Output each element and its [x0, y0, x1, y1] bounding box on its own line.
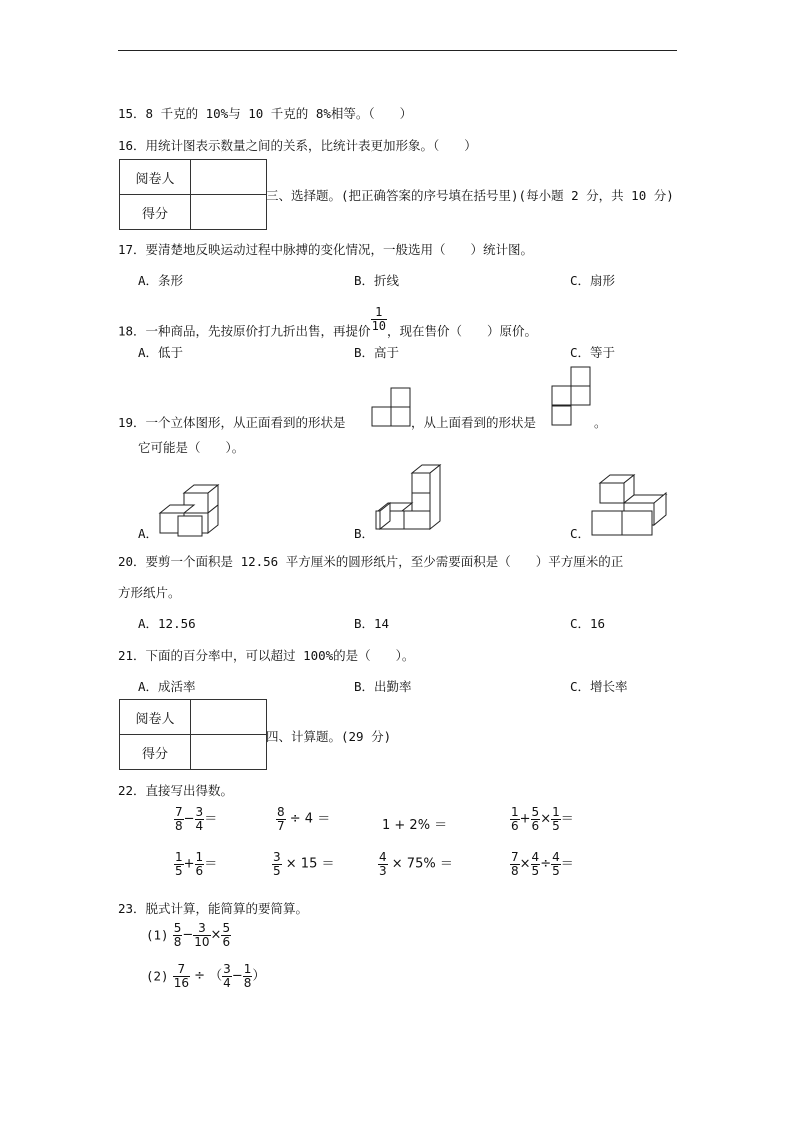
den: 5 — [552, 818, 560, 833]
question-21: 21．下面的百分率中，可以超过 100%的是（ ）。 — [118, 648, 415, 663]
den: 10 — [194, 934, 210, 949]
reviewer-label: 阅卷人 — [120, 700, 191, 735]
question-18 — [118, 306, 537, 340]
q23-part-1 — [146, 922, 231, 948]
score-label: 得分 — [120, 735, 191, 770]
header-rule — [118, 50, 677, 51]
question-20-line2: 方形纸片。 — [118, 585, 181, 600]
den: 16 — [173, 975, 189, 990]
num: 8 — [277, 805, 285, 819]
reviewer-blank — [191, 700, 267, 735]
q17-option-c: C．扇形 — [570, 273, 616, 288]
q21-option-a: A．成活率 — [138, 679, 196, 694]
equals: ＝ — [560, 811, 574, 827]
reviewer-blank — [191, 160, 267, 195]
q19-stem-b: ，从上面看到的形状是 — [411, 415, 537, 430]
section-4-heading: 四、计算题。(29 分) — [266, 729, 392, 744]
num: 1 — [175, 850, 183, 864]
q18-stem-a: 18．一种商品，先按原价打九折出售，再提价 — [118, 323, 371, 339]
operator: ÷ — [540, 856, 552, 872]
q18-option-c: C．等于 — [570, 345, 616, 360]
expr-2 — [276, 806, 330, 832]
q19-option-c: C． — [570, 526, 591, 541]
den: 6 — [531, 818, 540, 833]
q21-option-b: B．出勤率 — [354, 679, 412, 694]
q19-option-b: B． — [354, 526, 375, 541]
score-blank — [191, 735, 267, 770]
num: 1 — [243, 962, 252, 976]
q20-option-a: A．12.56 — [138, 616, 196, 631]
question-15: 15．8 千克的 10%与 10 千克的 8%相等。（ ） — [118, 106, 413, 121]
num: 5 — [173, 921, 182, 935]
q19-option-a: A． — [138, 526, 159, 541]
num: 4 — [531, 850, 540, 864]
q23-part-2 — [146, 963, 265, 989]
num: 3 — [195, 805, 204, 819]
den: 4 — [195, 818, 204, 833]
option-a-solid-figure — [150, 478, 230, 538]
part-label: (2) — [146, 968, 169, 984]
q18-option-b: B．高于 — [354, 345, 400, 360]
num: 7 — [175, 805, 183, 819]
den: 5 — [552, 863, 560, 878]
q18-frac-num: 1 — [375, 305, 383, 319]
q20-option-c: C．16 — [570, 616, 606, 631]
expr-6 — [272, 851, 334, 877]
den: 6 — [222, 934, 231, 949]
equals: ＝ — [560, 856, 574, 872]
expr-rest: ÷ 4 ＝ — [289, 811, 331, 827]
score-table-1 — [119, 159, 267, 230]
operator: × — [519, 856, 531, 872]
den: 8 — [511, 863, 519, 878]
num: 7 — [511, 850, 519, 864]
den: 7 — [277, 818, 285, 833]
q19-stem-a: 19．一个立体图形，从正面看到的形状是 — [118, 415, 346, 430]
num: 3 — [273, 850, 281, 864]
option-b-solid-figure — [370, 463, 450, 539]
num: 1 — [552, 805, 560, 819]
operator: − — [231, 968, 243, 984]
operator: + — [519, 811, 531, 827]
num: 4 — [379, 850, 387, 864]
den: 8 — [173, 934, 182, 949]
operator: + — [183, 856, 195, 872]
operator: − — [183, 811, 195, 827]
expr-8 — [510, 851, 574, 877]
section-3-heading: 三、选择题。(把正确答案的序号填在括号里)(每小题 2 分，共 10 分) — [266, 188, 674, 203]
question-23: 23．脱式计算，能简算的要简算。 — [118, 901, 309, 916]
operator: × — [210, 927, 222, 943]
expr-5 — [174, 851, 217, 877]
operator: − — [182, 927, 194, 943]
expr-3: 1 + 2% ＝ — [382, 818, 448, 833]
q19-stem-d: 它可能是（ ）。 — [138, 440, 245, 455]
den: 3 — [379, 863, 387, 878]
top-view-figure — [552, 366, 592, 428]
score-table-2 — [119, 699, 267, 770]
q18-fraction — [371, 306, 387, 332]
num: 1 — [511, 805, 519, 819]
q17-option-b: B．折线 — [354, 273, 400, 288]
expr-4 — [510, 806, 574, 832]
score-label: 得分 — [120, 195, 191, 230]
q18-frac-den: 10 — [371, 318, 387, 333]
expr-rest: × 15 ＝ — [285, 856, 335, 872]
expr-1 — [174, 806, 217, 832]
close-paren: ） — [252, 968, 266, 984]
den: 4 — [223, 975, 231, 990]
den: 5 — [273, 863, 281, 878]
den: 5 — [531, 863, 540, 878]
q19-stem-c: 。 — [594, 415, 607, 430]
q18-option-a: A．低于 — [138, 345, 184, 360]
den: 5 — [175, 863, 183, 878]
q21-option-c: C．增长率 — [570, 679, 628, 694]
question-17: 17．要清楚地反映运动过程中脉搏的变化情况，一般选用（ ）统计图。 — [118, 242, 534, 257]
reviewer-label: 阅卷人 — [120, 160, 191, 195]
expr-7 — [378, 851, 453, 877]
num: 3 — [198, 921, 206, 935]
num: 1 — [195, 850, 204, 864]
part-label: (1) — [146, 927, 169, 943]
front-view-figure — [372, 387, 412, 427]
den: 8 — [243, 975, 252, 990]
num: 5 — [222, 921, 231, 935]
expr-rest: × 75% ＝ — [391, 856, 453, 872]
option-c-solid-figure — [588, 473, 670, 539]
q20-option-b: B．14 — [354, 616, 390, 631]
equals: ＝ — [204, 811, 218, 827]
equals: ＝ — [204, 856, 218, 872]
question-20-line1: 20．要剪一个面积是 12.56 平方厘米的圆形纸片，至少需要面积是（ ）平方厘米的正 — [118, 554, 624, 569]
question-16: 16．用统计图表示数量之间的关系，比统计表更加形象。（ ） — [118, 138, 477, 153]
question-22: 22．直接写出得数。 — [118, 783, 234, 798]
den: 6 — [195, 863, 204, 878]
den: 8 — [175, 818, 183, 833]
den: 6 — [511, 818, 519, 833]
num: 7 — [177, 962, 186, 976]
q18-stem-b: ，现在售价（ ）原价。 — [387, 323, 538, 339]
q17-option-a: A．条形 — [138, 273, 184, 288]
operator: ÷ （ — [194, 968, 223, 984]
score-blank — [191, 195, 267, 230]
operator: × — [540, 811, 552, 827]
num: 3 — [223, 962, 231, 976]
num: 5 — [531, 805, 540, 819]
num: 4 — [552, 850, 560, 864]
